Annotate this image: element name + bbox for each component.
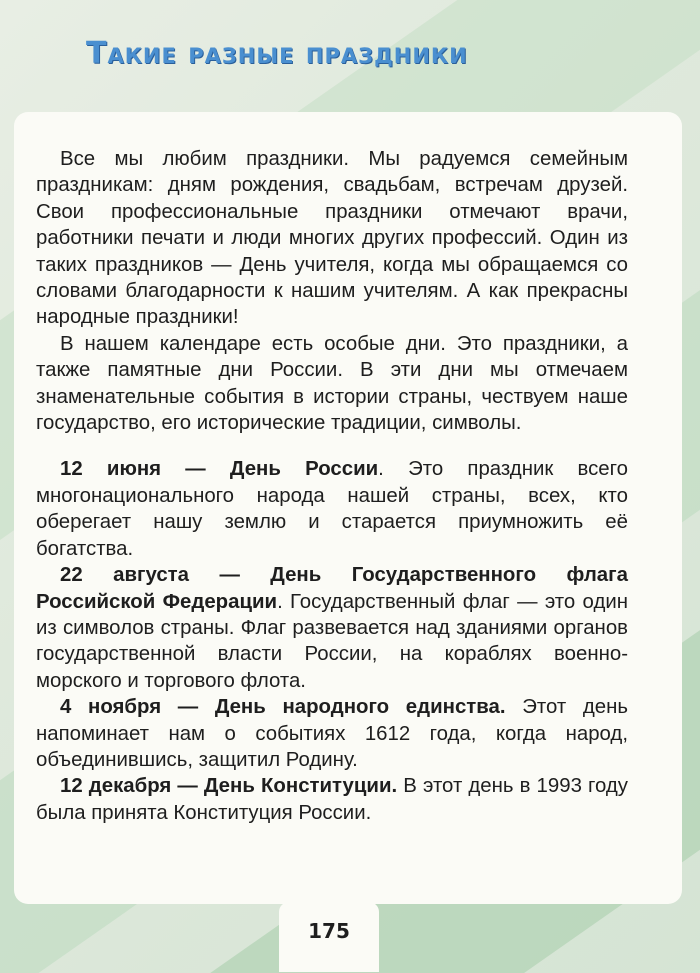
holiday-constitution-day [36,773,628,826]
paragraph-intro: Все мы любим праздники. Мы радуемся семейным праздникам: дням рождения, свадьбам, встречам друзей. Свои профессиональные праздники отмечают врачи, работники печати и люди многих других профессий. Один из таких праздников — День учителя, когда мы обращаемся со словами благодарности к нашим учителям. А как прекрасны народные праздники! [36,148,628,329]
holiday-unity-day [36,694,628,773]
body-text [36,146,628,826]
paragraph-calendar: В нашем календаре есть особые дни. Это праздники, а также памятные дни России. В эти дни мы отмечаем знаменательные события в истории страны, чествуем наше государство, его исторические традиции, символы. [36,332,628,435]
holiday-russia-day [36,456,628,562]
holiday-description: . Государственный флаг — это один из символов страны. Флаг развевается над зданиями органов государственной власти России, на кораблях военно-морского и торгового флота. [36,590,628,692]
holiday-title: 12 декабря — День Конституции. [60,775,398,798]
holiday-title: 12 июня — День России [60,458,379,481]
page-number: 175 [279,902,379,972]
holiday-description: . Это праздник всего многонационального народа нашей страны, всех, кто оберегает нашу землю и старается приумножить её богатства. [36,458,628,560]
holiday-title: 22 августа — День Государственного флага Российской Федерации [36,564,628,613]
holiday-title: 4 ноября — День народного единства. [60,696,506,719]
holiday-description: Этот день напоминает нам о событиях 1612 года, когда народ, объединившись, защитил Родину. [36,696,629,771]
page-title: Такие разные праздники [86,36,468,71]
holiday-flag-day [36,562,628,694]
holiday-description: В этот день в 1993 году была принята Конституция России. [36,775,629,824]
